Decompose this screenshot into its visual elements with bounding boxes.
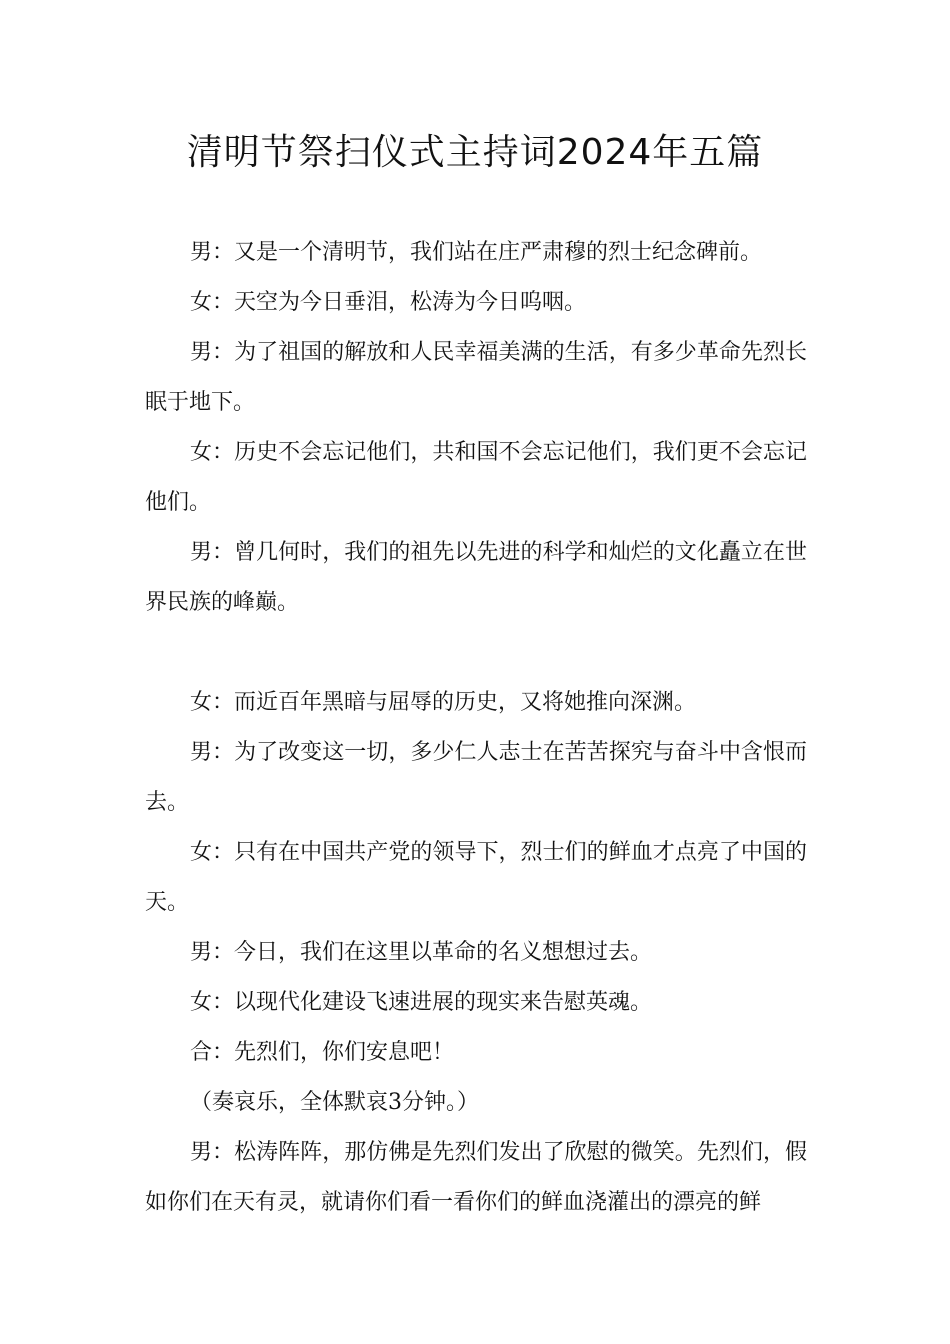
document-title: 清明节祭扫仪式主持词2024年五篇 (186, 132, 764, 173)
paragraph: 女：而近百年黑暗与屈辱的历史，又将她推向深渊。 (190, 690, 697, 715)
paragraph: 男：松涛阵阵，那仿佛是先烈们发出了欣慰的微笑。先烈们，假如你们在天有灵，就请你们看一看你们的鲜血浇灌出的漂亮的鲜 (145, 1140, 807, 1215)
paragraph: 男：曾几何时，我们的祖先以先进的科学和灿烂的文化矗立在世界民族的峰巅。 (145, 540, 807, 615)
paragraph: 男：为了改变这一切，多少仁人志士在苦苦探究与奋斗中含恨而去。 (145, 740, 807, 815)
paragraph: 男：今日，我们在这里以革命的名义想想过去。 (190, 940, 653, 965)
stage-direction: （奏哀乐，全体默哀3分钟。） (190, 1090, 479, 1115)
paragraph: 男：为了祖国的解放和人民幸福美满的生活，有多少革命先烈长眠于地下。 (145, 340, 807, 415)
paragraph: 女：历史不会忘记他们，共和国不会忘记他们，我们更不会忘记他们。 (145, 440, 807, 515)
paragraph-gap (145, 628, 807, 678)
paragraph: 合：先烈们，你们安息吧！ (190, 1040, 455, 1065)
paragraph: 男：又是一个清明节，我们站在庄严肃穆的烈士纪念碑前。 (190, 240, 763, 265)
document-body (145, 228, 807, 1228)
paragraph: 女：天空为今日垂泪，松涛为今日呜咽。 (190, 290, 587, 315)
paragraph: 女：只有在中国共产党的领导下，烈士们的鲜血才点亮了中国的天。 (145, 840, 807, 915)
paragraph: 女：以现代化建设飞速进展的现实来告慰英魂。 (190, 990, 653, 1015)
